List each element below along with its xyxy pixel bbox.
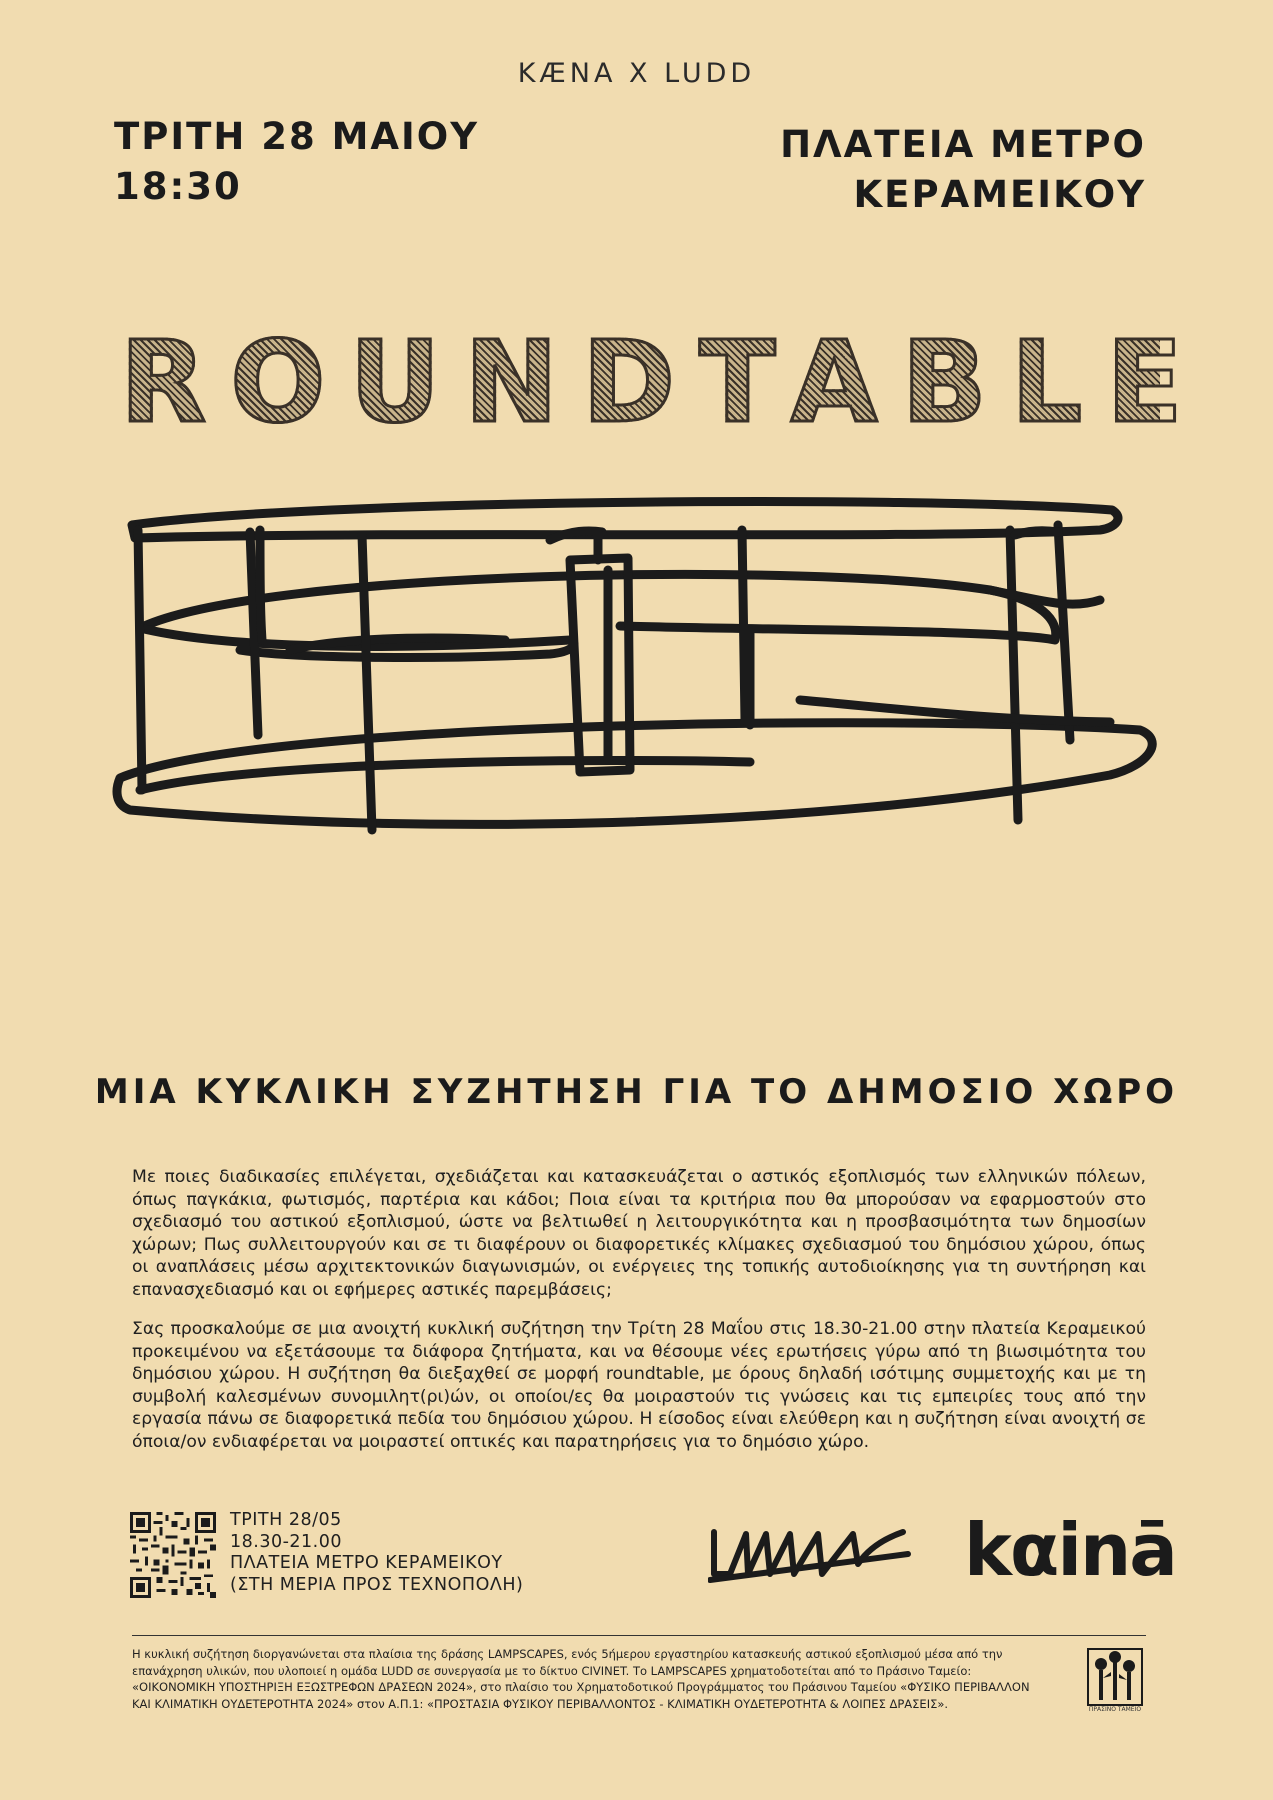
green-fund-logo bbox=[1087, 1648, 1143, 1706]
divider bbox=[132, 1635, 1146, 1636]
organizers-kicker: KÆNA X LUDD bbox=[517, 58, 756, 89]
ludd-logo bbox=[708, 1524, 914, 1588]
info-time: 18.30-21.00 bbox=[230, 1531, 343, 1552]
kaina-logo: kαinā bbox=[964, 1508, 1176, 1592]
info-location: ΠΛΑΤΕΙΑ ΜΕΤΡΟ ΚΕΡΑΜΕΙΚΟΥ bbox=[230, 1553, 503, 1573]
event-location bbox=[780, 120, 1146, 220]
info-date: ΤΡΙΤΗ 28/05 bbox=[230, 1510, 342, 1530]
info-location-note: (ΣΤΗ ΜΕΡΙΑ ΠΡΟΣ ΤΕΧΝΟΠΟΛΗ) bbox=[230, 1574, 524, 1595]
funding-footnote: Η κυκλική συζήτηση διοργανώνεται στα πλαίσια της δράσης LAMPSCAPES, ενός 5ήμερου εργαστηρίου κατασκευής αστικού εξοπλισμού μέσα από την επανάχρηση υλικών, που υλοποιεί η ομάδα LUDD σε συνεργασία με το δίκτυο CIVINET. Το LAMPSCAPES χρηματοδοτείται από το Πράσινο Ταμείο: «ΟΙΚΟΝΟΜΙΚΗ ΥΠΟΣΤΗΡΙΞΗ ΕΞΩΣΤΡΕΦΩΝ ΔΡΑΣΕΩΝ 2024», στο πλαίσιο του Χρηματοδοτικού Προγράμματος του Πράσινου Ταμείου «ΦΥΣΙΚΟ ΠΕΡΙΒΑΛΛΟΝ ΚΑΙ ΚΛΙΜΑΤΙΚΗ ΟΥΔΕΤΕΡΟΤΗΤΑ 2024» στον Α.Π.1: «ΠΡΟΣΤΑΣΙΑ ΦΥΣΙΚΟΥ ΠΕΡΙΒΑΛΛΟΝΤΟΣ - ΚΛΙΜΑΤΙΚΗ ΟΥΔΕΤΕΡΟΤΗΤΑ & ΛΟΙΠΕΣ ΔΡΑΣΕΙΣ». bbox=[132, 1647, 1030, 1711]
poster-subtitle: ΜΙΑ ΚΥΚΛΙΚΗ ΣΥΖΗΤΗΣΗ ΓΙΑ ΤΟ ΔΗΜΟΣΙΟ ΧΩΡΟ bbox=[94, 1072, 1179, 1112]
body-paragraph: Σας προσκαλούμε σε μια ανοιχτή κυκλική συζήτηση την Τρίτη 28 Μαΐου στις 18.30-21.00 στην πλατεία Κεραμεικού προκειμένου να εξετάσουμε τα διάφορα ζητήματα, και να θέσουμε νέες ερωτήσεις γύρω από τη βιωσιμότητα του δημόσιου χώρου. Η συζήτηση θα διεξαχθεί σε μορφή roundtable, με όρους δηλαδή ισότιμης συμμετοχής και με τη συμβολή καλεσμένων συνομιλητ(ρι)ών, οι οποίοι/ες θα μοιραστούν τις γνώσεις και τις εμπειρίες τους από την εργασία πάνω σε διαφορετικά πεδία του δημόσιου χώρου. Η είσοδος είναι ελεύθερη και η συζήτηση είναι ανοιχτή σε όποια/ον ενδιαφέρεται να μοιραστεί οπτικές και παρατηρήσεις για το δημόσιο χώρο. bbox=[132, 1319, 1146, 1452]
event-info bbox=[230, 1510, 523, 1596]
event-location-line2: ΚΕΡΑΜΕΙΚΟΥ bbox=[853, 173, 1146, 216]
event-date-line: ΤΡΙΤΗ 28 ΜΑΙΟΥ bbox=[114, 115, 480, 158]
event-location-line1: ΠΛΑΤΕΙΑ ΜΕΤΡΟ bbox=[780, 123, 1146, 166]
body-paragraph: Με ποιες διαδικασίες επιλέγεται, σχεδιάζεται και κατασκευάζεται ο αστικός εξοπλισμός των ελληνικών πόλεων, όπως παγκάκια, φωτισμός, παρτέρια και κάδοι; Ποια είναι τα κριτήρια που θα μπορούσαν να εφαρμοστούν στο σχεδιασμό του αστικού εξοπλισμού, ώστε να βελτιωθεί η λειτουργικότητα και η προσβασιμότητα των δημοσίων χώρων; Πως συλλειτουργούν και σε τι διαφέρουν οι διαφορετικές κλίμακες σχεδιασμού του δημόσιου χώρου, όπως οι αναπλάσεις μέσω αρχιτεκτονικών διαγωνισμών, οι ενέργειες της τοπικής αυτοδιοίκησης για τη συντήρηση και επανασχεδιασμό και οι εφήμερες αστικές παρεμβάσεις; bbox=[132, 1167, 1146, 1300]
event-date bbox=[114, 112, 479, 212]
qr-code-icon[interactable] bbox=[130, 1512, 216, 1598]
event-time-line: 18:30 bbox=[114, 165, 242, 208]
poster-title: ROUNDTABLE bbox=[120, 318, 1207, 448]
roundtable-illustration bbox=[110, 490, 1170, 970]
green-fund-label: ΠΡΑΣΙΝΟ ΤΑΜΕΙΟ bbox=[1088, 1706, 1142, 1713]
